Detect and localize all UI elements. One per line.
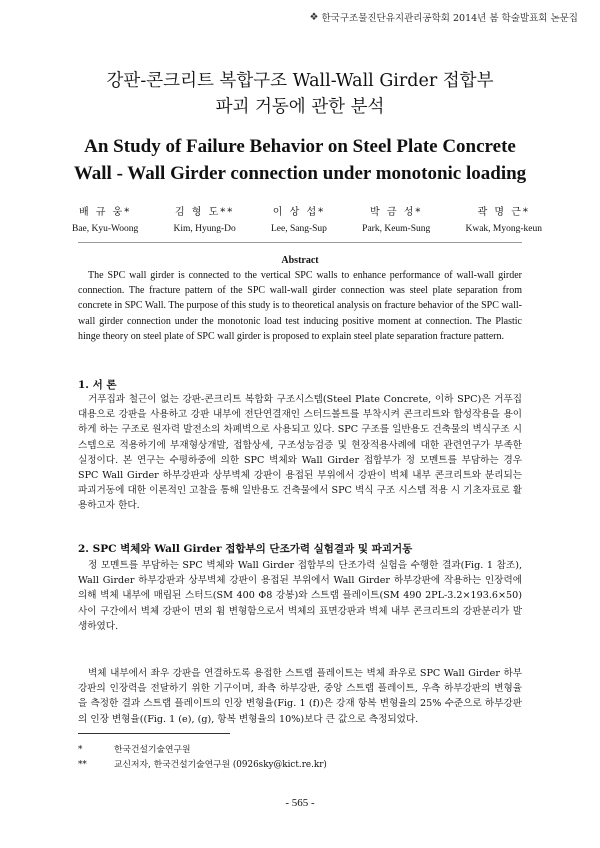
korean-title	[0, 68, 600, 120]
section2-paragraph2: 벽체 내부에서 좌우 강판을 연결하도록 용접한 스트랩 플레이트는 벽체 좌우로 SPC Wall Girder 하부강판의 인장력을 전달하기 위한 기구이며, 좌측 하부강판, 중앙 스트랩 플레이트, 우측 하부강판의 변형율을 측정한 결과 스트랩 플레이트의 인장 변형율(Fig. 1 (f))은 강재 항복 변형율의 25% 수준으로 하부강판의 인장 변형율((Fig. 1 (e), (g), 항복 변형율의 10%)보다 큰 값으로 측정되었다.	[78, 668, 522, 725]
footnote-divider	[78, 733, 230, 734]
korean-title-line1: 강판-콘크리트 복합구조 Wall-Wall Girder 접합부	[106, 71, 494, 91]
author-name-korean: 박 금 성*	[370, 207, 423, 218]
proceedings-title: 한국구조물진단유지관리공학회 2014년 봄 학술발표회 논문집	[321, 13, 578, 24]
section2-paragraph1: 정 모멘트를 부담하는 SPC 벽체와 Wall Girder 접합부의 단조가력 실험을 수행한 결과(Fig. 1 참조), Wall Girder 하부강판과 상부벽체 강판이 용접된 부위에서 Wall Girder 하부강판에 작용하는 인장력에 의해 벽체 내부에 매립된 스터드(SM 400 Φ8 강봉)와 스트랩 플레이트(SM 490 2PL-3.2×193.6×50) 사이 구간에서 벽체 강판이 면외 휨 변형함으로서 벽체의 표면강판과 벽체 내부 콘크리트의 강판분리가 발생하였다.	[78, 560, 522, 632]
author-name-english: Bae, Kyu-Woong	[72, 224, 139, 234]
footnote-text: 한국건설기술연구원	[114, 745, 191, 755]
author-name-english: Kwak, Myong-keun	[465, 224, 542, 234]
footnote-text: 교신저자, 한국건설기술연구원 (0926sky@kict.re.kr)	[114, 760, 327, 770]
author-name-english: Kim, Hyung-Do	[173, 224, 236, 234]
author-name-english: Park, Keum-Sung	[362, 224, 431, 234]
author	[362, 203, 430, 234]
footnote-mark: **	[78, 760, 87, 770]
english-title-line1: An Study of Failure Behavior on Steel Plate Concrete	[84, 136, 516, 157]
section2-heading: 2. SPC 벽체와 Wall Girder 접합부의 단조가력 실험결과 및 파괴거동	[78, 543, 413, 555]
author-list	[72, 203, 542, 234]
abstract-heading: Abstract	[281, 255, 319, 266]
section1-heading: 1. 서 론	[78, 379, 117, 391]
author	[72, 203, 138, 234]
author-name-korean: 곽 명 근*	[477, 207, 530, 218]
footnote	[78, 758, 327, 773]
section1-body: 거푸집과 철근이 없는 강판-콘크리트 복합화 구조시스템(Steel Plate Concrete, 이하 SPC)은 거푸집 대용으로 강판을 사용하고 강판 내부에 전단연결재인 스터드볼트를 부착시켜 콘크리트와 합성작용을 용이하게 하는 구조로 원자력 발전소의 차폐벽으로 사용되고 있다. SPC 구조를 일반용도 건축물의 벽식구조 시스템으로 적용하기에 부재형상개발, 접합상세, 구조성능검증 및 현장적용사례에 대한 관련연구가 부족한 실정이다. 본 연구는 수평하중에 의한 SPC 벽체와 Wall Girder 접합부가 정 모멘트를 부담하는 경우 SPC Wall Girder 하부강판과 상부벽체 강판이 용접된 부위에서 강판이 벽체 내부 콘크리트와 분리되는 파괴거동에 대한 이론적인 고찰을 통해 일반용도 건축물에서 SPC 벽식 구조 시스템 적용 시 기초자료로 활용하고자 한다.	[78, 394, 522, 512]
author	[271, 203, 327, 234]
author-name-korean: 이 상 섭*	[272, 207, 326, 218]
footnotes	[78, 743, 327, 773]
footnote-mark: *	[78, 745, 83, 755]
page-number: - 565 -	[285, 797, 315, 809]
author-name-english: Lee, Sang-Sup	[271, 224, 327, 234]
abstract-text: The SPC wall girder is connected to the vertical SPC walls to enhance performance of wall-wall girder connection. The fracture pattern of the SPC wall-wall girder connection was steel plate separation from concrete in SPC Wall. The purpose of this study is to theoretical analysis on fracture behavior of the SPC wall-wall girder connection under the monotonic load test inducing positive moment at connection. The Plastic hinge theory on steel plate of SPC wall girder is proposed to explain steel plate separation fracture pattern.	[78, 270, 522, 342]
footnote	[78, 743, 327, 758]
proceedings-header	[310, 10, 578, 24]
author-name-korean: 배 규 웅*	[78, 207, 132, 218]
author-name-korean: 김 형 도**	[174, 207, 235, 218]
society-logo-icon: ❖	[309, 11, 319, 23]
author	[173, 203, 235, 234]
title-divider	[78, 242, 522, 243]
english-title	[0, 133, 600, 187]
english-title-line2: Wall - Wall Girder connection under monotonic loading	[73, 163, 527, 184]
korean-title-line2: 파괴 거동에 관한 분석	[215, 97, 385, 117]
author	[465, 203, 542, 234]
